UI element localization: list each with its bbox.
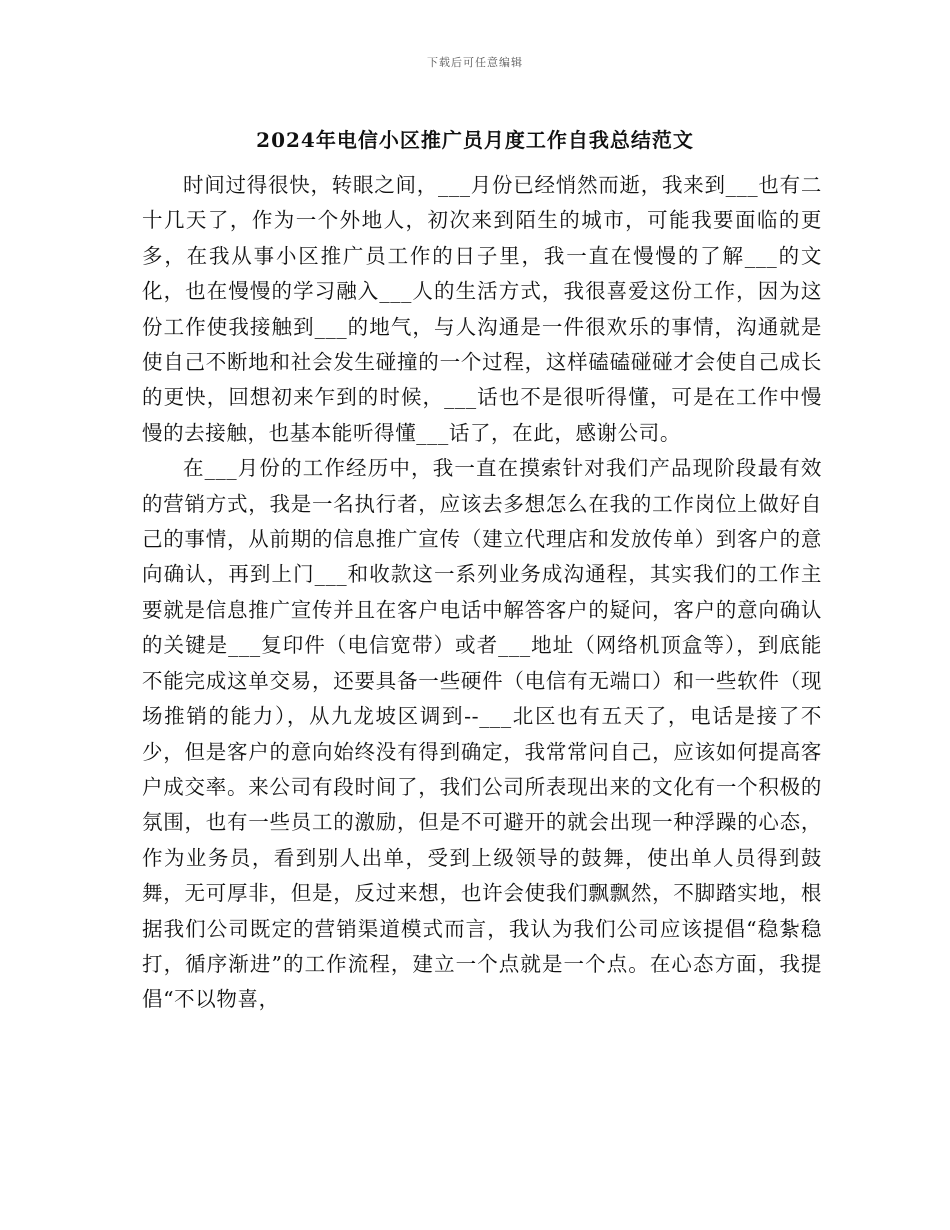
document-body — [142, 168, 822, 1018]
document-title: 2024年电信小区推广员月度工作自我总结范文 — [256, 128, 694, 152]
paragraph: 时间过得很快，转眼之间，___月份已经悄然而逝，我来到___也有二十几天了，作为一个外地人，初次来到陌生的城市，可能我要面临的更多，在我从事小区推广员工作的日子里，我一直在慢慢的了解___的文化，也在慢慢的学习融入___人的生活方式，我很喜爱这份工作，因为这份工作使我接触到___的地气，与人沟通是一件很欢乐的事情，沟通就是使自己不断地和社会发生碰撞的一个过程，这样磕磕碰碰才会使自己成长的更快，回想初来乍到的时候，___话也不是很听得懂，可是在工作中慢慢的去接触，也基本能听得懂___话了，在此，感谢公司。 — [142, 173, 822, 445]
paragraph: 在___月份的工作经历中，我一直在摸索针对我们产品现阶段最有效的营销方式，我是一名执行者，应该去多想怎么在我的工作岗位上做好自己的事情，从前期的信息推广宣传（建立代理店和发放传单）到客户的意向确认，再到上门___和收款这一系列业务成沟通程，其实我们的工作主要就是信息推广宣传并且在客户电话中解答客户的疑问，客户的意向确认的关键是___复印件（电信宽带）或者___地址（网络机顶盒等），到底能不能完成这单交易，还要具备一些硬件（电信有无端口）和一些软件（现场推销的能力），从九龙坡区调到--___北区也有五天了，电话是接了不少，但是客户的意向始终没有得到确定，我常常问自己，应该如何提高客户成交率。来公司有段时间了，我们公司所表现出来的文化有一个积极的氛围，也有一些员工的激励，但是不可避开的就会出现一种浮躁的心态，作为业务员，看到别人出单，受到上级领导的鼓舞，使出单人员得到鼓舞，无可厚非，但是，反过来想，也许会使我们飘飘然，不脚踏实地，根据我们公司既定的营销渠道模式而言，我认为我们公司应该提倡“稳紮稳打，循序渐进”的工作流程，建立一个点就是一个点。在心态方面，我提倡“不以物喜， — [142, 456, 822, 1012]
header-note: 下载后可任意编辑 — [427, 56, 523, 69]
